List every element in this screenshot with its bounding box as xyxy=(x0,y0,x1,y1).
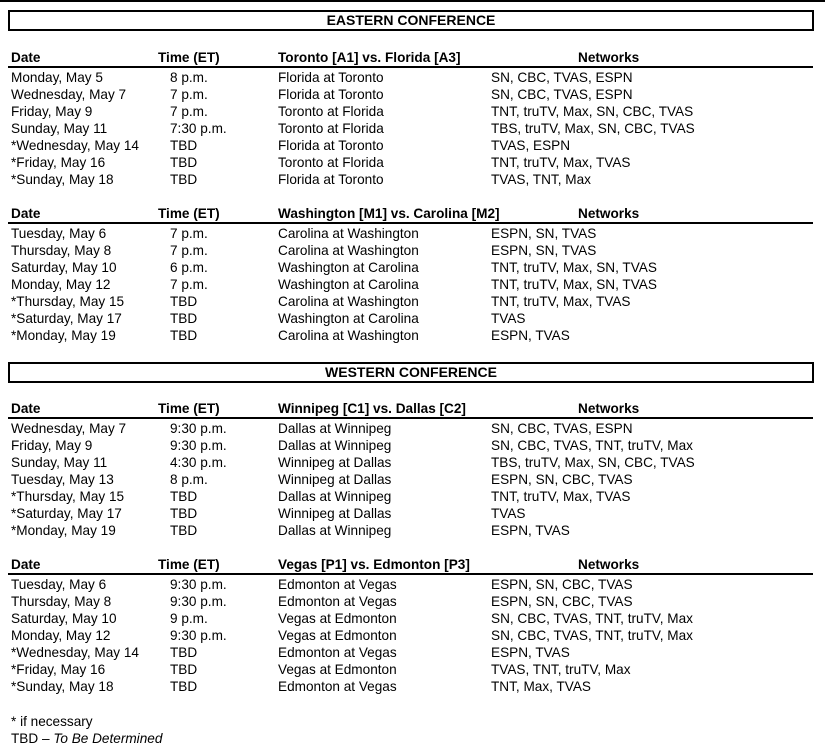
game-row xyxy=(0,154,825,171)
game-time: 4:30 p.m. xyxy=(170,455,227,470)
game-date: *Wednesday, May 14 xyxy=(11,138,139,153)
footnote-if-necessary: * if necessary xyxy=(11,714,93,729)
game-time: 9:30 p.m. xyxy=(170,577,227,592)
game-networks: SN, CBC, TVAS, TNT, truTV, Max xyxy=(491,611,693,626)
game-time: TBD xyxy=(170,311,198,326)
game-networks: TNT, Max, TVAS xyxy=(491,679,591,694)
game-row xyxy=(0,644,825,661)
game-time: TBD xyxy=(170,506,198,521)
series-header xyxy=(0,206,825,222)
game-date: Thursday, May 8 xyxy=(11,594,112,609)
game-date: Saturday, May 10 xyxy=(11,260,117,275)
game-time: 9:30 p.m. xyxy=(170,628,227,643)
game-row xyxy=(0,576,825,593)
game-networks: SN, CBC, TVAS, TNT, truTV, Max xyxy=(491,628,693,643)
game-matchup: Dallas at Winnipeg xyxy=(278,438,392,453)
game-networks: ESPN, SN, CBC, TVAS xyxy=(491,577,633,592)
game-networks: TNT, truTV, Max, SN, TVAS xyxy=(491,277,657,292)
game-networks: SN, CBC, TVAS, TNT, truTV, Max xyxy=(491,438,693,453)
game-date: *Friday, May 16 xyxy=(11,662,106,677)
header-networks: Networks xyxy=(578,206,640,221)
games-list xyxy=(0,69,825,188)
game-matchup: Washington at Carolina xyxy=(278,311,419,326)
header-networks: Networks xyxy=(578,557,640,572)
game-matchup: Florida at Toronto xyxy=(278,70,384,85)
series-header xyxy=(0,401,825,417)
series-header xyxy=(0,50,825,66)
game-row xyxy=(0,593,825,610)
header-matchup: Toronto [A1] vs. Florida [A3] xyxy=(278,50,461,65)
series-toronto-florida xyxy=(0,50,825,188)
game-networks: TVAS, TNT, truTV, Max xyxy=(491,662,631,677)
game-time: 7 p.m. xyxy=(170,87,208,102)
header-matchup: Washington [M1] vs. Carolina [M2] xyxy=(278,206,500,221)
game-matchup: Dallas at Winnipeg xyxy=(278,421,392,436)
game-date: Sunday, May 11 xyxy=(11,121,108,136)
header-time: Time (ET) xyxy=(158,50,220,65)
game-matchup: Vegas at Edmonton xyxy=(278,662,397,677)
game-row xyxy=(0,310,825,327)
game-row xyxy=(0,293,825,310)
game-time: 7:30 p.m. xyxy=(170,121,227,136)
game-networks: SN, CBC, TVAS, ESPN xyxy=(491,87,633,102)
game-matchup: Dallas at Winnipeg xyxy=(278,523,392,538)
game-matchup: Edmonton at Vegas xyxy=(278,594,397,609)
game-matchup: Winnipeg at Dallas xyxy=(278,506,392,521)
game-matchup: Florida at Toronto xyxy=(278,138,384,153)
game-networks: ESPN, TVAS xyxy=(491,523,570,538)
header-time: Time (ET) xyxy=(158,557,220,572)
game-date: *Wednesday, May 14 xyxy=(11,645,139,660)
game-row xyxy=(0,103,825,120)
game-row xyxy=(0,661,825,678)
game-row xyxy=(0,86,825,103)
game-row xyxy=(0,225,825,242)
game-date: Sunday, May 11 xyxy=(11,455,108,470)
game-date: Thursday, May 8 xyxy=(11,243,112,258)
game-date: *Saturday, May 17 xyxy=(11,311,122,326)
series-washington-carolina xyxy=(0,206,825,344)
game-date: Friday, May 9 xyxy=(11,438,93,453)
game-time: TBD xyxy=(170,645,198,660)
game-time: 9:30 p.m. xyxy=(170,594,227,609)
game-row xyxy=(0,437,825,454)
game-time: 6 p.m. xyxy=(170,260,208,275)
game-matchup: Edmonton at Vegas xyxy=(278,577,397,592)
series-vegas-edmonton xyxy=(0,557,825,695)
game-time: TBD xyxy=(170,294,198,309)
game-matchup: Winnipeg at Dallas xyxy=(278,472,392,487)
game-networks: ESPN, SN, CBC, TVAS xyxy=(491,472,633,487)
game-matchup: Winnipeg at Dallas xyxy=(278,455,392,470)
game-matchup: Washington at Carolina xyxy=(278,277,419,292)
game-time: 9:30 p.m. xyxy=(170,438,227,453)
header-matchup: Winnipeg [C1] vs. Dallas [C2] xyxy=(278,401,466,416)
game-networks: TNT, truTV, Max, SN, CBC, TVAS xyxy=(491,104,694,119)
eastern-conference-banner: EASTERN CONFERENCE xyxy=(8,10,814,31)
game-networks: TVAS xyxy=(491,506,526,521)
game-date: Monday, May 12 xyxy=(11,277,111,292)
header-networks: Networks xyxy=(578,401,640,416)
game-matchup: Toronto at Florida xyxy=(278,121,384,136)
series-winnipeg-dallas xyxy=(0,401,825,539)
game-date: Saturday, May 10 xyxy=(11,611,117,626)
game-date: Tuesday, May 6 xyxy=(11,226,107,241)
game-time: 7 p.m. xyxy=(170,277,208,292)
game-row xyxy=(0,242,825,259)
header-time: Time (ET) xyxy=(158,401,220,416)
game-row xyxy=(0,522,825,539)
game-networks: TNT, truTV, Max, TVAS xyxy=(491,294,631,309)
game-networks: ESPN, SN, TVAS xyxy=(491,226,597,241)
game-date: *Thursday, May 15 xyxy=(11,489,125,504)
game-networks: TBS, truTV, Max, SN, CBC, TVAS xyxy=(491,455,695,470)
game-matchup: Edmonton at Vegas xyxy=(278,645,397,660)
header-date: Date xyxy=(11,401,41,416)
game-time: TBD xyxy=(170,155,198,170)
games-list xyxy=(0,576,825,695)
game-date: Tuesday, May 6 xyxy=(11,577,107,592)
header-networks: Networks xyxy=(578,50,640,65)
top-border-line xyxy=(0,0,825,2)
series-header xyxy=(0,557,825,573)
game-time: 7 p.m. xyxy=(170,104,208,119)
game-matchup: Vegas at Edmonton xyxy=(278,628,397,643)
game-date: *Saturday, May 17 xyxy=(11,506,122,521)
game-time: TBD xyxy=(170,172,198,187)
game-date: Monday, May 5 xyxy=(11,70,103,85)
game-time: 8 p.m. xyxy=(170,70,208,85)
footnote-tbd xyxy=(11,730,162,747)
game-matchup: Carolina at Washington xyxy=(278,328,419,343)
game-matchup: Vegas at Edmonton xyxy=(278,611,397,626)
game-row xyxy=(0,171,825,188)
game-row xyxy=(0,120,825,137)
game-matchup: Carolina at Washington xyxy=(278,226,419,241)
game-matchup: Florida at Toronto xyxy=(278,172,384,187)
game-date: Wednesday, May 7 xyxy=(11,421,127,436)
game-date: *Sunday, May 18 xyxy=(11,172,114,187)
game-row xyxy=(0,505,825,522)
game-row xyxy=(0,678,825,695)
game-matchup: Toronto at Florida xyxy=(278,155,384,170)
game-matchup: Toronto at Florida xyxy=(278,104,384,119)
game-networks: TNT, truTV, Max, TVAS xyxy=(491,489,631,504)
game-time: 7 p.m. xyxy=(170,226,208,241)
game-matchup: Edmonton at Vegas xyxy=(278,679,397,694)
header-rule xyxy=(8,573,813,575)
footnote-tbd-dash: – xyxy=(38,731,54,746)
game-row xyxy=(0,69,825,86)
game-networks: TNT, truTV, Max, SN, TVAS xyxy=(491,260,657,275)
game-networks: TVAS, ESPN xyxy=(491,138,571,153)
game-time: TBD xyxy=(170,662,198,677)
game-networks: ESPN, TVAS xyxy=(491,328,570,343)
header-matchup: Vegas [P1] vs. Edmonton [P3] xyxy=(278,557,470,572)
game-networks: TNT, truTV, Max, TVAS xyxy=(491,155,631,170)
game-date: Friday, May 9 xyxy=(11,104,93,119)
game-matchup: Carolina at Washington xyxy=(278,243,419,258)
game-networks: SN, CBC, TVAS, ESPN xyxy=(491,70,633,85)
game-row xyxy=(0,259,825,276)
game-matchup: Carolina at Washington xyxy=(278,294,419,309)
game-time: 7 p.m. xyxy=(170,243,208,258)
game-time: 8 p.m. xyxy=(170,472,208,487)
game-row xyxy=(0,276,825,293)
game-row xyxy=(0,137,825,154)
game-date: Tuesday, May 13 xyxy=(11,472,114,487)
header-date: Date xyxy=(11,50,41,65)
game-date: *Monday, May 19 xyxy=(11,523,116,538)
header-date: Date xyxy=(11,206,41,221)
game-row xyxy=(0,471,825,488)
header-date: Date xyxy=(11,557,41,572)
game-row xyxy=(0,488,825,505)
game-time: TBD xyxy=(170,489,198,504)
game-matchup: Dallas at Winnipeg xyxy=(278,489,392,504)
game-networks: ESPN, TVAS xyxy=(491,645,570,660)
game-date: *Sunday, May 18 xyxy=(11,679,114,694)
game-time: TBD xyxy=(170,523,198,538)
game-networks: SN, CBC, TVAS, ESPN xyxy=(491,421,633,436)
game-networks: TVAS xyxy=(491,311,526,326)
footnote-tbd-meaning: To Be Determined xyxy=(53,731,163,746)
game-networks: ESPN, SN, TVAS xyxy=(491,243,597,258)
game-matchup: Washington at Carolina xyxy=(278,260,419,275)
game-date: *Thursday, May 15 xyxy=(11,294,125,309)
header-time: Time (ET) xyxy=(158,206,220,221)
game-date: *Friday, May 16 xyxy=(11,155,106,170)
game-date: *Monday, May 19 xyxy=(11,328,116,343)
header-rule xyxy=(8,222,813,224)
game-time: TBD xyxy=(170,138,198,153)
game-networks: TVAS, TNT, Max xyxy=(491,172,591,187)
game-matchup: Florida at Toronto xyxy=(278,87,384,102)
game-networks: TBS, truTV, Max, SN, CBC, TVAS xyxy=(491,121,695,136)
game-networks: ESPN, SN, CBC, TVAS xyxy=(491,594,633,609)
game-time: TBD xyxy=(170,328,198,343)
header-rule xyxy=(8,417,813,419)
western-conference-banner: WESTERN CONFERENCE xyxy=(8,362,814,383)
footnote-tbd-abbr: TBD xyxy=(11,731,39,746)
game-date: Wednesday, May 7 xyxy=(11,87,127,102)
game-row xyxy=(0,420,825,437)
game-row xyxy=(0,610,825,627)
game-time: 9:30 p.m. xyxy=(170,421,227,436)
game-row xyxy=(0,327,825,344)
game-time: 9 p.m. xyxy=(170,611,208,626)
game-time: TBD xyxy=(170,679,198,694)
games-list xyxy=(0,420,825,539)
game-date: Monday, May 12 xyxy=(11,628,111,643)
games-list xyxy=(0,225,825,344)
game-row xyxy=(0,627,825,644)
header-rule xyxy=(8,66,813,68)
game-row xyxy=(0,454,825,471)
